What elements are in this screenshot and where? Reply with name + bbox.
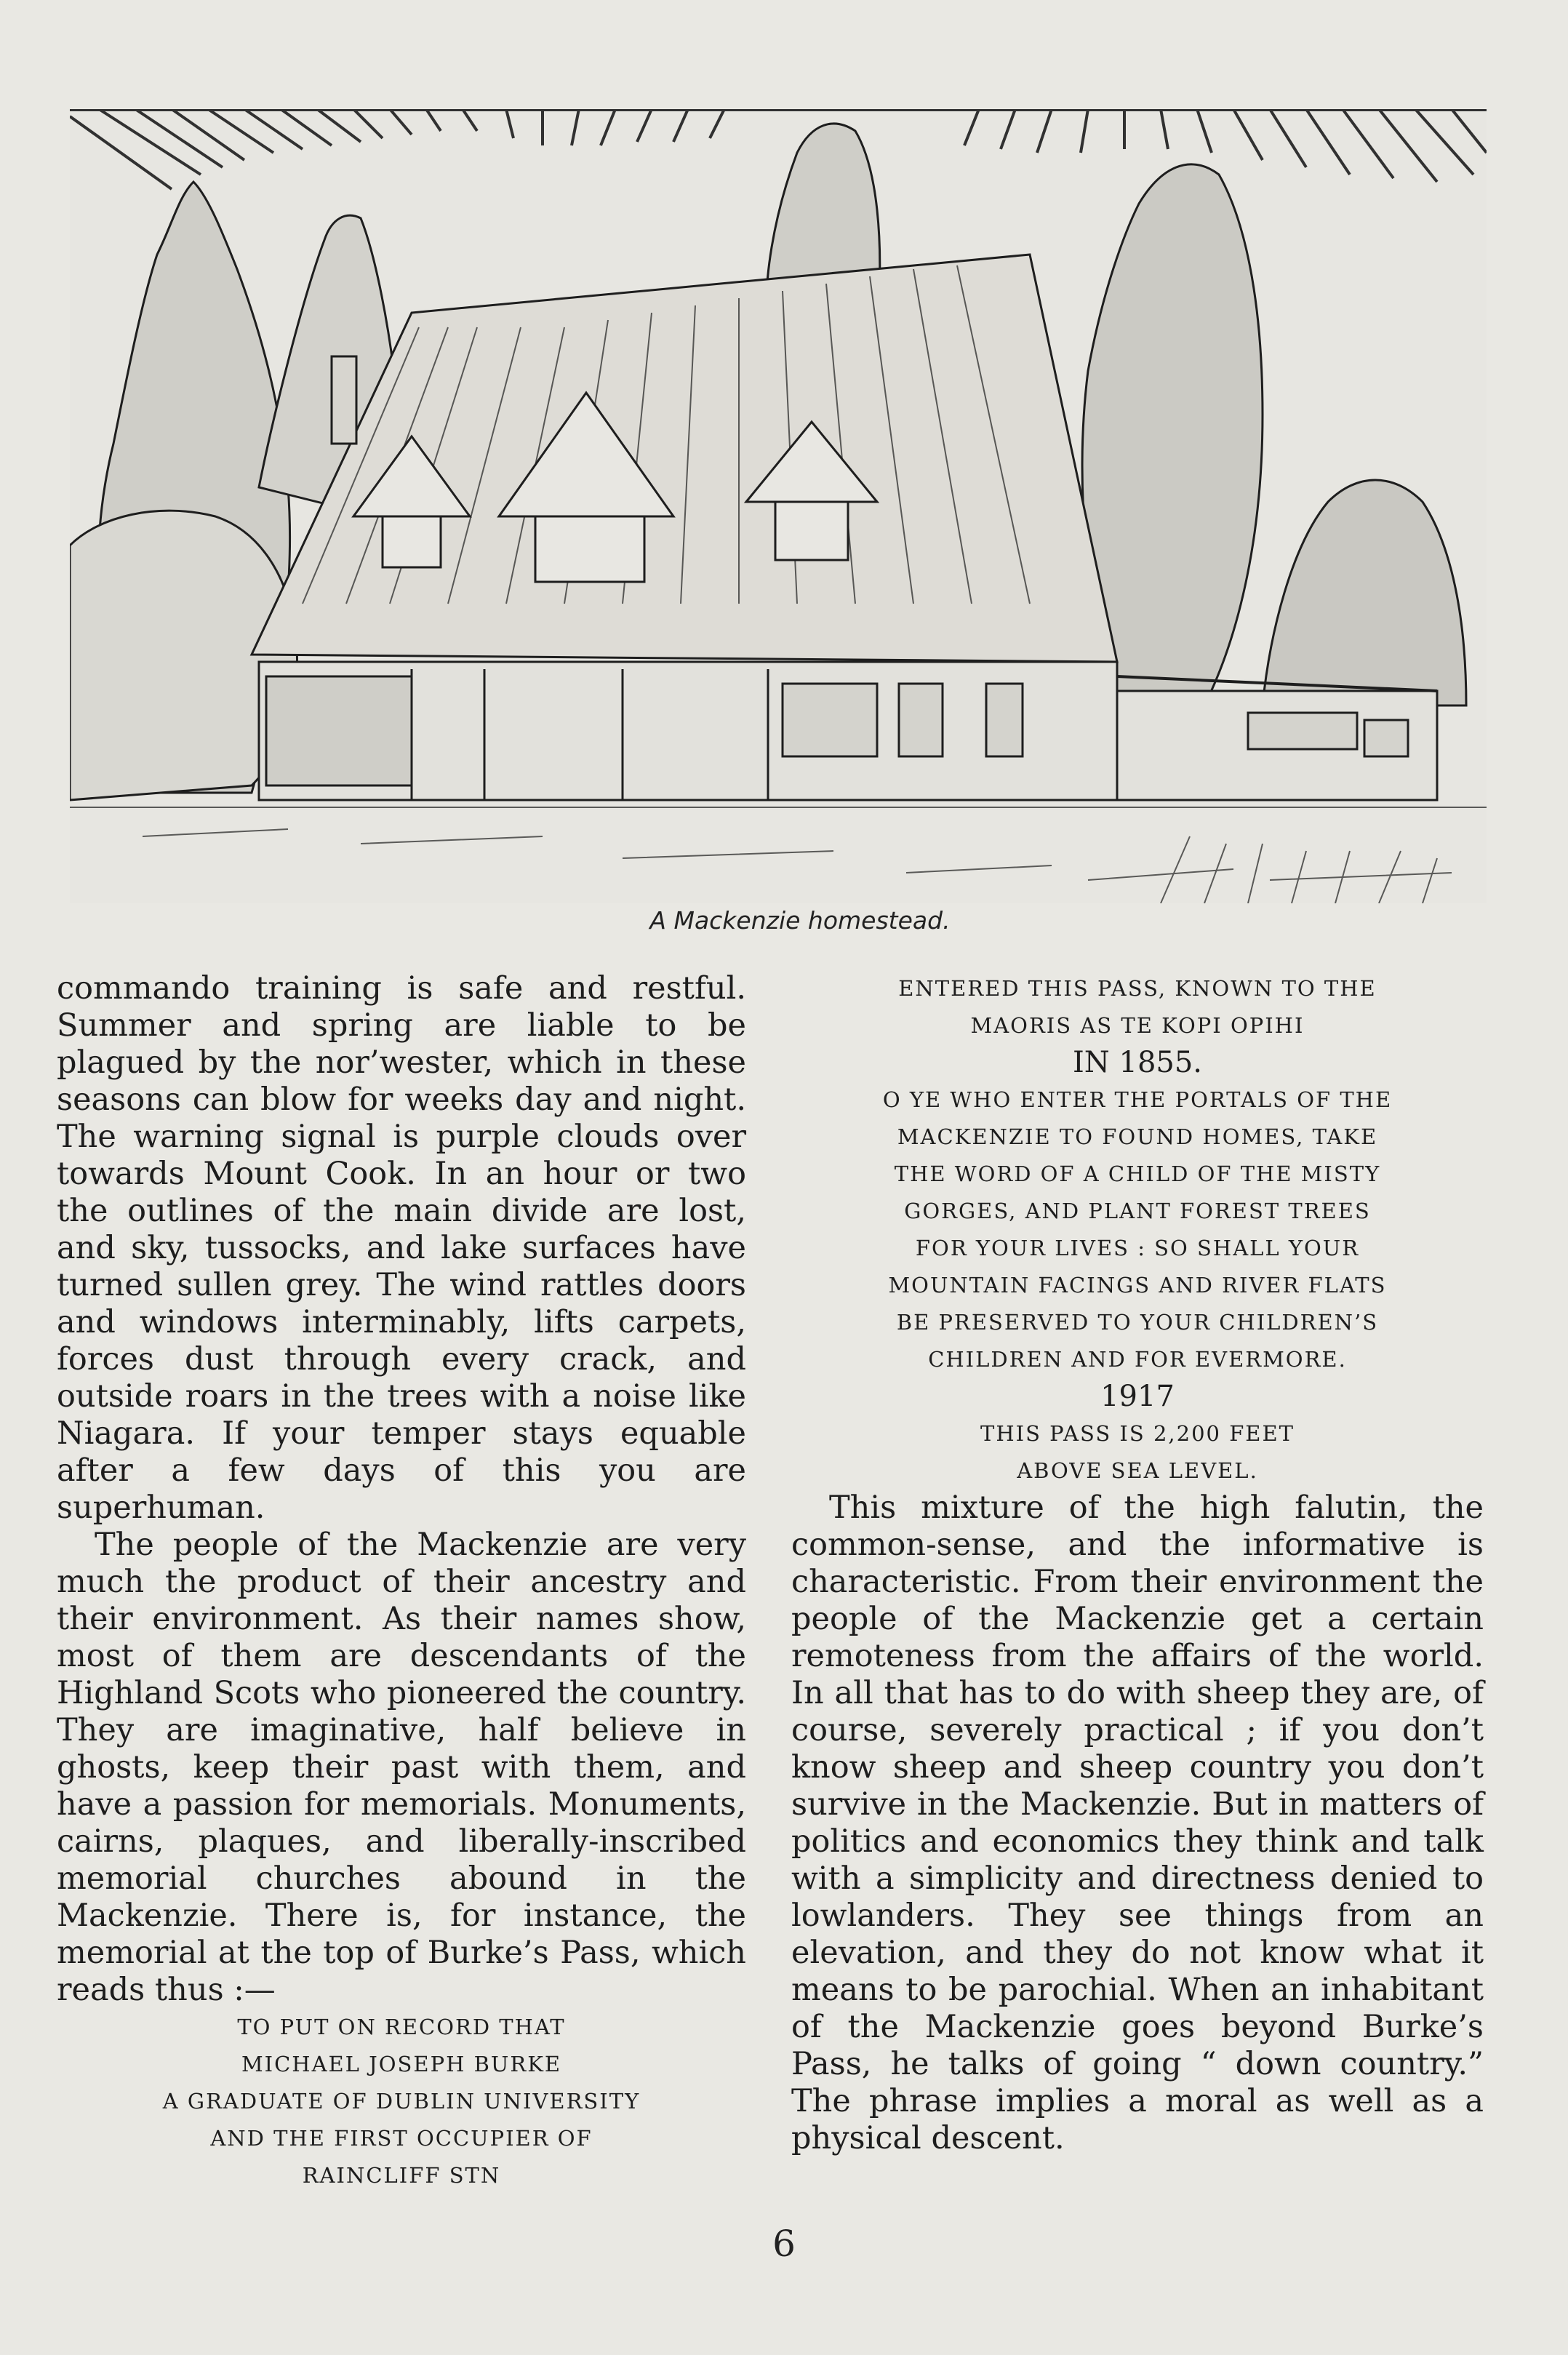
- inscription-line: BE PRESERVED TO YOUR CHILDREN’S: [896, 1310, 1379, 1335]
- inscription-line: ABOVE SEA LEVEL.: [1017, 1458, 1258, 1483]
- inscription-line: MAORIS AS TE KOPI OPIHI: [970, 1013, 1305, 1038]
- memorial-inscription-continued: [791, 970, 1484, 1490]
- inscription-line: TO PUT ON RECORD THAT: [237, 2015, 566, 2039]
- inscription-line: AND THE FIRST OCCUPIER OF: [210, 2126, 593, 2151]
- paragraph: This mixture of the high falutin, the common-sense, and the informative is characteristic. From their environment the people of the Mackenzie get a certain remoteness from the affairs of the world. In all that has to do with sheep they are, of course, severely practical ; if you don’t know sheep and sheep country you don’t survive in the Mackenzie. But in matters of politics and economics they think and talk with a simplicity and directness denied to lowlanders. They see things from an elevation, and they do not know what it means to be parochial. When an inhabitant of the Mackenzie goes beyond Burke’s Pass, he talks of going “ down country.” The phrase implies a moral as well as a physical descent.: [791, 1490, 1484, 2156]
- inscription-line: CHILDREN AND FOR EVERMORE.: [928, 1347, 1347, 1372]
- right-column: [791, 970, 1484, 2157]
- paragraph: commando training is safe and restful. Summer and spring are liable to be plagued by the nor’wester, which in these seasons can blow for weeks day and night. The warning signal is purple clouds over towards Mount Cook. In an hour or two the outlines of the main divide are lost, and sky, tussocks, and lake surfaces have turned sullen grey. The wind rattles doors and windows interminably, lifts carpets, forces dust through every crack, and outside roars in the trees with a noise like Niagara. If your temper stays equable after a few days of this you are superhuman.: [57, 970, 746, 1526]
- inscription-line: ENTERED THIS PASS, KNOWN TO THE: [898, 976, 1377, 1001]
- memorial-inscription: [57, 2009, 746, 2194]
- inscription-line: A GRADUATE OF DUBLIN UNIVERSITY: [162, 2089, 641, 2114]
- inscription-line: MACKENZIE TO FOUND HOMES, TAKE: [897, 1124, 1378, 1149]
- homestead-illustration: [70, 109, 1487, 903]
- inscription-line: FOR YOUR LIVES : SO SHALL YOUR: [915, 1236, 1360, 1260]
- inscription-line: O YE WHO ENTER THE PORTALS OF THE: [882, 1087, 1393, 1112]
- inscription-line: GORGES, AND PLANT FOREST TREES: [904, 1199, 1371, 1223]
- inscription-line: RAINCLIFF STN: [302, 2163, 501, 2188]
- inscription-line: THIS PASS IS 2,200 FEET: [980, 1421, 1295, 1446]
- inscription-line: MOUNTAIN FACINGS AND RIVER FLATS: [888, 1273, 1387, 1298]
- inscription-year: 1917: [1100, 1380, 1175, 1413]
- paragraph: The people of the Mackenzie are very much the product of their ancestry and their environment. As their names show, most of them are descendants of the Highland Scots who pioneered the country. They are imaginative, half believe in ghosts, keep their past with them, and have a passion for memorials. Monuments, cairns, plaques, and liberally-inscribed memorial churches abound in the Mackenzie. There is, for instance, the memorial at the top of Burke’s Pass, which reads thus :—: [57, 1527, 746, 2008]
- left-column: [57, 970, 746, 2194]
- figure-caption: A Mackenzie homestead.: [649, 906, 951, 935]
- inscription-line: THE WORD OF A CHILD OF THE MISTY: [894, 1161, 1381, 1186]
- inscription-line: MICHAEL JOSEPH BURKE: [241, 2052, 562, 2076]
- inscription-year: IN 1855.: [1072, 1046, 1203, 1079]
- page-number: 6: [772, 2223, 796, 2265]
